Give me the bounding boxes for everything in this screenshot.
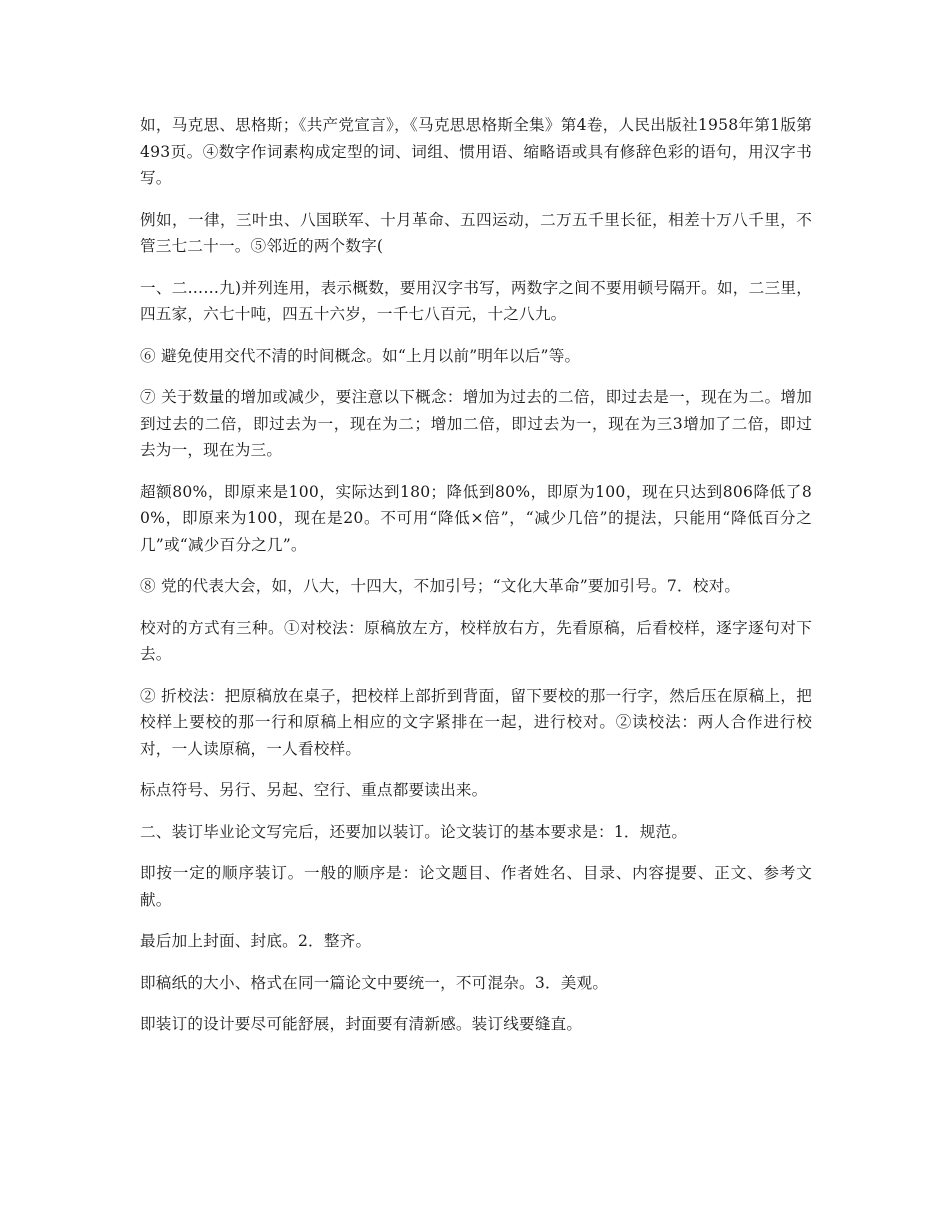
paragraph-6: 超额80%，即原来是100，实际达到180；降低到80%，即原为100，现在只达到806降低了80%，即原来为100，现在是20。不可用“降低×倍”，“减少几倍”的提法，只能用“降低百分之几”或“减少百分之几”。 — [140, 482, 812, 554]
paragraph-14: 即稿纸的大小、格式在同一篇论文中要统一，不可混杂。3．美观。 — [140, 973, 609, 992]
paragraph-4: ⑥ 避免使用交代不清的时间概念。如“上月以前”明年以后”等。 — [140, 346, 581, 365]
paragraph-13: 最后加上封面、封底。2．整齐。 — [140, 932, 372, 950]
paragraph-8: 校对的方式有三种。①对校法：原稿放左方，校样放右方，先看原稿，后看校样，逐字逐句对下去。 — [140, 618, 812, 663]
paragraph-3: 一、二……九)并列连用，表示概数，要用汉字书写，两数字之间不要用顿号隔开。如，二三里，四五家，六七十吨，四五十六岁，一千七八百元，十之八九。 — [140, 278, 812, 323]
paragraph-12: 即按一定的顺序装订。一般的顺序是：论文题目、作者姓名、目录、内容提要、正文、参考文献。 — [140, 864, 812, 909]
paragraph-1: 如，马克思、思格斯；《共产党宣言》，《马克思思格斯全集》第4卷，人民出版社1958年第1版第493页。④数字作词素构成定型的词、词组、惯用语、缩略语或具有修辞色彩的语句，用汉字书写。 — [140, 116, 812, 187]
paragraph-5: ⑦ 关于数量的增加或减少，要注意以下概念：增加为过去的二倍，即过去是一，现在为二。增加到过去的二倍，即过去为一，现在为二；增加二倍，即过去为一，现在为三3增加了二倍，即过去为一，现在为三。 — [140, 388, 812, 459]
paragraph-10: 标点符号、另行、另起、空行、重点都要读出来。 — [140, 781, 488, 799]
document-page — [140, 112, 812, 1053]
paragraph-2: 例如，一律，三叶虫、八国联军、十月革命、五四运动，二万五千里长征，相差十万八千里，不管三七二十一。⑤邻近的两个数字( — [140, 210, 812, 255]
paragraph-7: ⑧ 党的代表大会，如，八大，十四大，不加引号；“文化大革命”要加引号。7．校对。 — [140, 577, 741, 595]
paragraph-15: 即装订的设计要尽可能舒展，封面要有清新感。装订线要缝直。 — [140, 1015, 583, 1033]
paragraph-11: 二、装订毕业论文写完后，还要加以装订。论文装订的基本要求是：1．规范。 — [140, 822, 688, 841]
paragraph-9: ② 折校法：把原稿放在桌子，把校样上部折到背面，留下要校的那一行字，然后压在原稿上，把校样上要校的那一行和原稿上相应的文字紧排在一起，进行校对。②读校法：两人合作进行校对，一人读原稿，一人看校样。 — [140, 686, 812, 758]
